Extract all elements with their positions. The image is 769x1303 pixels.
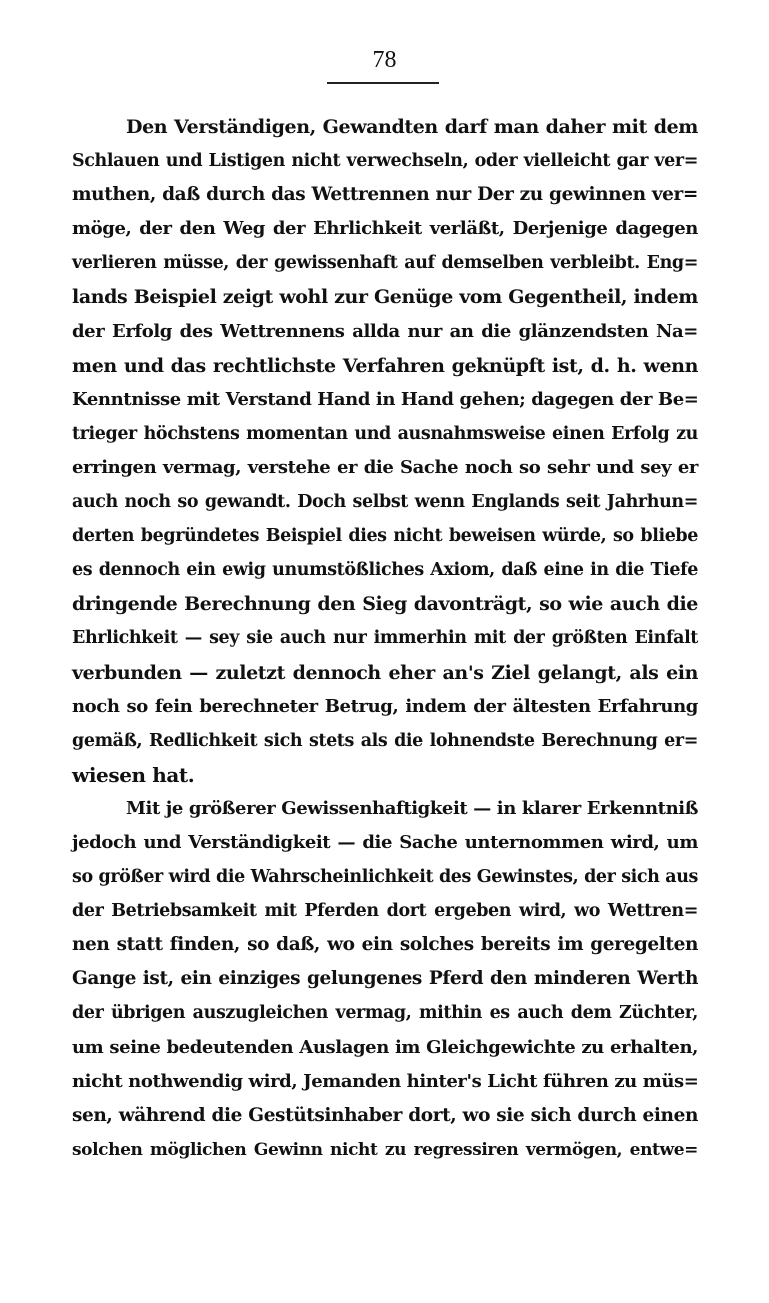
text-line: Kenntnisse mit Verstand Hand in Hand gehen; dagegen der Be= [72,388,699,410]
text-line: men und das rechtlichste Verfahren geknüpft ist, d. h. wenn [72,354,698,377]
text-line: verlieren müsse, der gewissenhaft auf demselben verbleibt. Eng= [72,253,698,274]
text-line: Mit je größerer Gewissenhaftigkeit — in klarer Erkenntniß [126,797,698,819]
text-line: Schlauen und Listigen nicht verwechseln, oder vielleicht gar ver= [72,151,698,172]
text-line: Den Verständigen, Gewandten darf man daher mit dem [126,116,698,138]
text-line: der Erfolg des Wettrennens allda nur an die glänzendsten Na= [72,320,698,342]
text-line: der Betriebsamkeit mit Pferden dort ergeben wird, wo Wettren= [72,901,698,922]
text-line: verbunden — zuletzt dennoch eher an's Ziel gelangt, als ein [72,661,698,684]
text-line: erringen vermag, verstehe er die Sache noch so sehr und sey er [72,456,698,478]
text-line: es dennoch ein ewig unumstößliches Axiom, daß eine in die Tiefe [72,560,698,581]
text-line: trieger höchstens momentan und ausnahmsweise einen Erfolg zu [72,423,698,444]
text-line: gemäß, Redlichkeit sich stets als die lohnendste Berechnung er= [72,730,698,751]
text-line: sen, während die Gestütsinhaber dort, wo sie sich durch einen [72,1104,698,1126]
paragraph-2 [72,792,698,1167]
text-line: nicht nothwendig wird, Jemanden hinter's Licht führen zu müs= [72,1070,699,1092]
text-line: möge, der den Weg der Ehrlichkeit verläßt, Derjenige dagegen [72,218,698,240]
text-line: solchen möglichen Gewinn nicht zu regressiren vermögen, entwe= [72,1139,698,1160]
text-line: Ehrlichkeit — sey sie auch nur immerhin mit der größten Einfalt [72,628,698,649]
text-line: lands Beispiel zeigt wohl zur Genüge vom Gegentheil, indem [72,286,698,309]
text-line: so größer wird die Wahrscheinlichkeit des Gewinstes, der sich aus [72,867,698,888]
text-line: um seine bedeutenden Auslagen im Gleichgewichte zu erhalten, [72,1036,698,1058]
text-line: derten begründetes Beispiel dies nicht beweisen würde, so bliebe [72,526,698,547]
text-line: muthen, daß durch das Wettrennen nur Der zu gewinnen ver= [72,184,698,206]
text-line: wiesen hat. [72,762,195,787]
text-line: der übrigen auszugleichen vermag, mithin es auch dem Züchter, [72,1003,698,1024]
paragraph-1 [72,110,698,792]
header-rule [327,82,439,84]
text-line: auch noch so gewandt. Doch selbst wenn Englands seit Jahrhun= [72,492,698,513]
body-text [72,110,698,1167]
text-line: noch so fein berechneter Betrug, indem der ältesten Erfahrung [72,695,698,717]
page-number: 78 [372,47,397,73]
text-line: Gange ist, ein einziges gelungenes Pferd den minderen Werth [72,968,698,990]
text-line: jedoch und Verständigkeit — die Sache unternommen wird, um [72,831,698,853]
text-line: dringende Berechnung den Sieg davonträgt, so wie auch die [72,593,698,616]
text-line: nen statt finden, so daß, wo ein solches bereits im geregelten [72,934,698,956]
